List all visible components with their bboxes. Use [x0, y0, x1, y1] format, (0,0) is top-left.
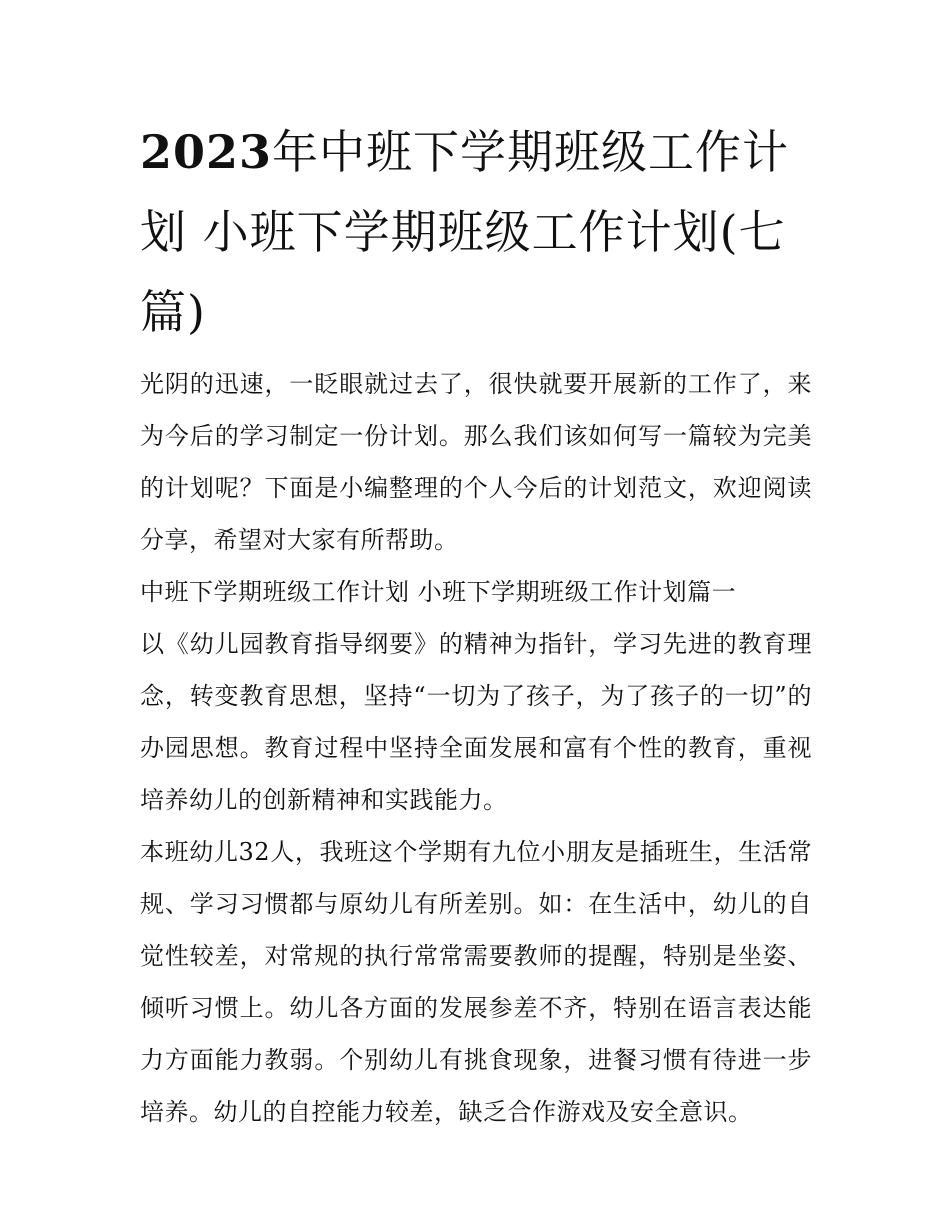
section-heading: 中班下学期班级工作计划 小班下学期班级工作计划篇一: [140, 578, 737, 606]
title-year: 2023: [140, 125, 273, 179]
class-situation-paragraph: 本班幼儿32人，我班这个学期有九位小朋友是插班生，生活常规、学习习惯都与原幼儿有所差别。如：在生活中，幼儿的自觉性较差，对常规的执行常常需要教师的提醒，特别是坐姿、倾听习惯上。幼儿各方面的发展参差不齐，特别在语言表达能力方面能力教弱。个别幼儿有挑食现象，进餐习惯有待进一步培养。幼儿的自控能力较差，缺乏合作游戏及安全意识。: [140, 838, 812, 1126]
page-title: [140, 112, 812, 352]
title-text: 年中班下学期班级工作计划 小班下学期班级工作计划(七篇): [140, 125, 790, 339]
intro-paragraph: 光阴的迅速，一眨眼就过去了，很快就要开展新的工作了，来为今后的学习制定一份计划。那么我们该如何写一篇较为完美的计划呢？下面是小编整理的个人今后的计划范文，欢迎阅读分享，希望对大家有所帮助。: [140, 370, 812, 554]
guideline-paragraph: 以《幼儿园教育指导纲要》的精神为指针，学习先进的教育理念，转变教育思想，坚持“一切为了孩子，为了孩子的一切”的办园思想。教育过程中坚持全面发展和富有个性的教育，重视培养幼儿的创新精神和实践能力。: [140, 630, 812, 814]
document-body: [140, 112, 812, 1138]
